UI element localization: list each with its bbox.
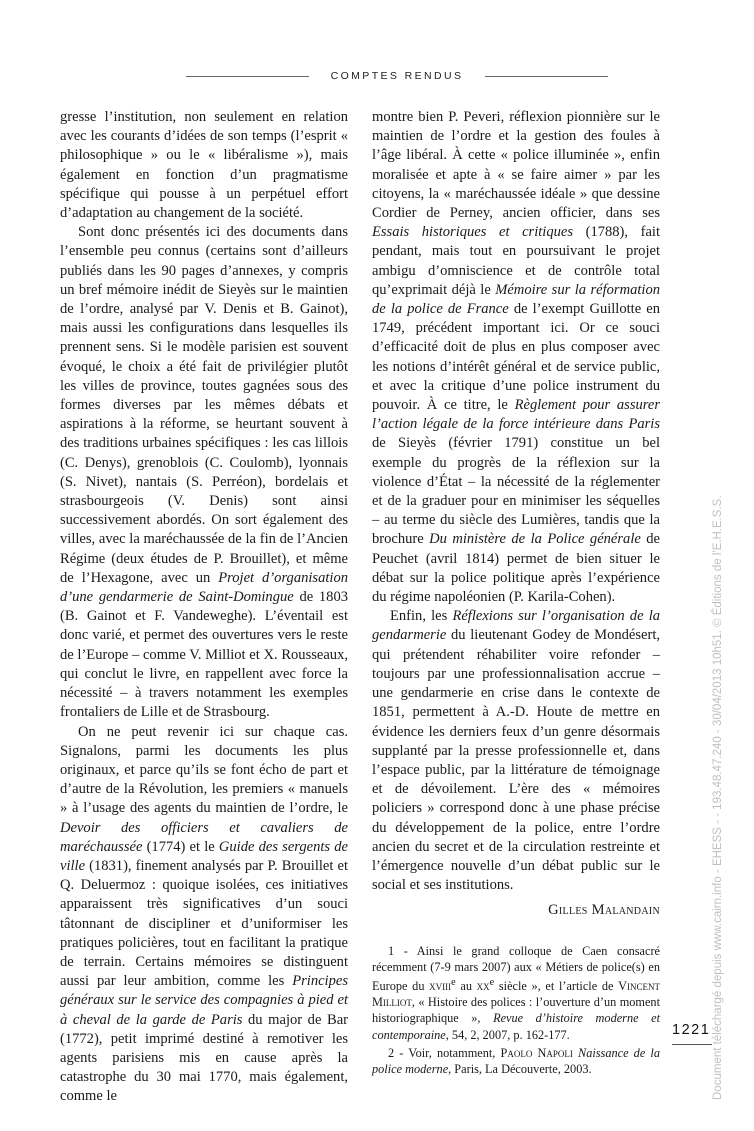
header-rule-right <box>485 76 608 77</box>
right-column <box>372 108 660 1077</box>
footnote-1: 1 - Ainsi le grand colloque de Caen consacré récemment (7-9 mars 2007) aux « Métiers de police(s) en Europe du xviii$^e$ au $xx^e$ siècle », et l’article de Vincent Milliot, « Histoire des polices : l’ouverture d’un moment historiographique », Revue d’histoire moderne et contemporaine, 54, 2, 2007, p. 162-177. <box>372 943 660 1042</box>
book-title: Réflexions sur l’organisation de la gendarmerie <box>372 608 661 644</box>
book-title: Guide des sergents de ville <box>60 838 348 874</box>
book-title: Principes généraux sur le service des compagnies à pied et à cheval de la garde de Paris <box>60 973 348 1028</box>
journal-title: Revue d’histoire moderne et contemporaine <box>372 1011 660 1042</box>
paragraph: Sont donc présentés ici des documents dans l’ensemble peu connus (certains sont d’ailleurs publiés dans les 90 pages d’annexes, y compris un bref mémoire inédit de Sieyès sur le maintien de l’ordre, analysé par V. Denis et B. Gainot), mais aussi les configurations dans lesquelles ils prennent sens. Si le modèle parisien est souvent évoqué, le choix a été fait de privilégier plutôt les villes de province, toutes gagnées sous des formes diverses par les mêmes débats et aspirations à la réforme, se heurtant souvent à des traditions urbaines spécifiques : les cas lillois (C. Denys), grenoblois (C. Coulomb), lyonnais (S. Nivet), nantais (S. Perréon), bordelais et strasbourgeois (V. Denis) sont ainsi successivement abordés. On sort également des villes, avec la maréchaussée de la fin de l’Ancien Régime (deux études de P. Brouillet), et même de l’Hexagone, avec un Projet d’organisation d’une gendarmerie de Saint-Domingue de 1803 (B. Gainot et F. Vandeweghe). L’éventail est donc varié, et permet des ouvertures vers le reste de l’Europe – comme V. Milliot et X. Rousseaux, qui conclut le livre, en rappellent avec force la nécessité – à travers notamment les exemples frontaliers de Lille et de Strasbourg. <box>60 224 348 721</box>
footnote-author: Vincent Milliot <box>372 979 660 1010</box>
running-header <box>186 64 608 88</box>
book-title: Essais historiques et critiques <box>372 224 574 241</box>
paragraph: Enfin, les Réflexions sur l’organisation de la gendarmerie du lieutenant Godey de Mondésert, qui prétendent réhabiliter voire refonder – toujours par une professionnalisation accrue – une gendarmerie en crise dans le contexte de 1851, permettent à A.-D. Houte de mettre en évidence les derniers feux d’un genre désormais supplanté par la presse professionnelle et, dans l’espace public, par la littérature de témoignage et de dévoilement. L’ère des « mémoires policiers » correspond donc à une phase précise du développement de la police, entre l’ordre ancien du secret et de la circulation restreinte et l’émergence nouvelle d’un débat public sur le social et ses institutions. <box>372 608 661 894</box>
header-rule-left <box>186 76 309 77</box>
book-title: Projet d’organisation d’une gendarmerie de Saint-Domingue <box>60 569 348 606</box>
footnotes <box>372 943 660 1078</box>
footnote-author: Paolo Napoli <box>500 1045 573 1060</box>
book-title: Règlement pour assurer l’action légale de la force intérieure dans Paris <box>372 397 661 433</box>
running-title: COMPTES RENDUS <box>330 70 464 82</box>
book-title: Devoir des officiers et cavaliers de maréchaussée <box>60 819 348 855</box>
page-number-rule <box>672 1044 712 1045</box>
download-watermark: Document téléchargé depuis www.cairn.info - EHESS - - 193.48.47.240 - 30/04/2013 10h51. © Éditions de l'E.H.E.S.S. <box>712 495 724 1100</box>
left-column <box>60 108 348 1107</box>
author-signature: Gilles Malandain <box>548 902 660 919</box>
book-title: Mémoire sur la réformation de la police de France <box>372 281 660 318</box>
book-title: Du ministère de la Police générale <box>429 531 641 548</box>
footnote-2: 2 - Voir, notamment, Paolo Napoli Naissance de la police moderne, Paris, La Découverte, 2003. <box>372 1045 660 1077</box>
paragraph: montre bien P. Peveri, réflexion pionnière sur le maintien de l’ordre et la gestion des foules à l’âge libéral. À cette « police illuminée », enfin moralisée et apte à « se faire aimer » par les citoyens, la « maréchaussée idéale » que dessine Cordier de Perney, ancien officier, dans ses Essais historiques et critiques (1788), fait pendant, mais tout en poursuivant le projet ambigu d’omniscience et de contrôle total qu’exprimait déjà le Mémoire sur la réformation de la police de France de l’exempt Guillotte en 1749, précédent important ici. Or ce souci d’efficacité doit de plus en plus composer avec les notions d’intérêt général et de service public, et avec la critique d’une police instrument du pouvoir. À ce titre, le Règlement pour assurer l’action légale de la force intérieure dans Paris de Sieyès (février 1791) constitue un bel exemple du progrès de la réflexion sur la violence d’État – la nécessité de la réglementer et de la graduer pour en minimiser les séquelles – au terme du siècle des Lumières, tandis que la brochure Du ministère de la Police générale de Peuchet (avril 1814) permet de bien situer le débat sur la police politique après l’expérience du régime napoléonien (P. Karila-Cohen). <box>372 109 661 606</box>
paragraph: On ne peut revenir ici sur chaque cas. Signalons, parmi les documents les plus originaux, et parce qu’ils se font écho de part et d’autre de la Révolution, les premiers « manuels » à l’usage des agents du maintien de l’ordre, le Devoir des officiers et cavaliers de maréchaussée (1774) et le Guide des sergents de ville (1831), finement analysés par P. Brouillet et Q. Deluermoz : quoique isolées, ces initiatives apparaissent très significatives d’un souci tâtonnant de discipliner et d’uniformiser les pratiques policières, tout en facilitant la pratique de terrain. Certains mémoires se distinguent aussi par leur ambition, comme les Principes généraux sur le service des compagnies à pied et à cheval de la garde de Paris du major de Bar (1772), petit imprimé destiné à remotiver les agents parisiens mis en cause après la catastrophe du 30 mai 1770, mais également, comme le <box>60 723 349 1105</box>
book-title: Naissance de la police moderne <box>372 1045 660 1077</box>
paragraph: gresse l’institution, non seulement en relation avec les courants d’idées de son temps (l’esprit « philosophique » ou le « libéralisme »), mais également en fonction d’un pragmatisme spécifique qui pousse à un perpétuel effort d’adaptation au changement de la société. <box>60 109 348 222</box>
page-number: 1221 <box>672 1022 711 1038</box>
